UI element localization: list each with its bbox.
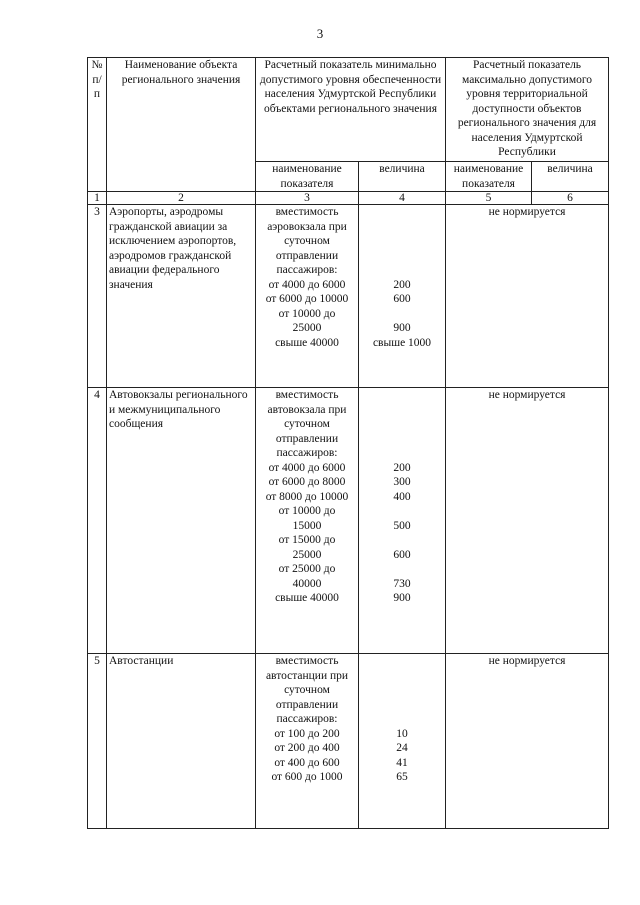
row-number: 4: [88, 388, 107, 654]
cell-line: 600: [393, 548, 411, 561]
cell-line: 730: [393, 577, 411, 590]
max-indicator: не нормируется: [446, 654, 609, 829]
indicator-name: [256, 205, 359, 388]
cell-line: 900: [393, 592, 411, 604]
cell-line: от 400 до 600: [274, 756, 340, 769]
cell-line: 500: [393, 519, 411, 532]
cell-line: от 15000 до: [278, 534, 336, 546]
object-name: Аэропорты, аэродромы гражданской авиации за исключением аэропортов, аэродромов гражданской авиации федерального значения: [107, 205, 256, 388]
cell-line: [361, 698, 443, 713]
cell-line: [361, 432, 443, 447]
cell-line: [361, 562, 443, 577]
column-number: 4: [359, 192, 446, 205]
cell-line: от 10000 до: [278, 307, 336, 320]
cell-line: [361, 654, 443, 669]
cell-line: [361, 669, 443, 684]
object-name: Автовокзалы регионального и межмуниципального сообщения: [107, 388, 256, 654]
cell-line: [361, 504, 443, 519]
cell-line: 10: [396, 727, 408, 740]
cell-line: [361, 249, 443, 264]
cell-line: 300: [393, 476, 411, 488]
column-number: 3: [256, 192, 359, 205]
indicator-name: [256, 654, 359, 829]
cell-line: 200: [393, 278, 411, 291]
cell-line: отправлении: [275, 698, 339, 711]
row-number: 3: [88, 205, 107, 388]
cell-line: [361, 683, 443, 698]
cell-line: отправлении: [275, 249, 339, 262]
max-indicator: не нормируется: [446, 388, 609, 654]
cell-line: [361, 307, 443, 322]
cell-line: отправлении: [275, 432, 339, 445]
cell-line: 400: [393, 490, 411, 503]
cell-line: [361, 263, 443, 278]
header-num: № п/п: [88, 58, 107, 192]
cell-line: 200: [393, 461, 411, 474]
cell-line: 600: [393, 293, 411, 305]
cell-line: суточном: [284, 235, 330, 247]
cell-line: свыше 40000: [275, 336, 339, 349]
cell-line: от 600 до 1000: [271, 771, 343, 783]
cell-line: [361, 446, 443, 461]
column-number: 5: [446, 192, 532, 205]
cell-line: пассажиров:: [276, 447, 338, 459]
cell-line: 900: [393, 322, 411, 334]
cell-line: пассажиров:: [276, 264, 338, 276]
indicator-value: [359, 205, 446, 388]
cell-line: суточном: [284, 418, 330, 430]
cell-line: [361, 234, 443, 249]
cell-line: от 6000 до 10000: [265, 293, 349, 305]
table-row: [88, 654, 609, 829]
header-value-max: величина: [532, 162, 609, 192]
cell-line: [361, 205, 443, 220]
cell-line: от 4000 до 6000: [268, 461, 346, 474]
cell-line: свыше 40000: [275, 592, 339, 604]
cell-line: от 4000 до 6000: [268, 278, 346, 291]
cell-line: автостанции при: [265, 669, 349, 682]
cell-line: [361, 220, 443, 235]
column-number: 6: [532, 192, 609, 205]
cell-line: [361, 712, 443, 727]
column-number: 1: [88, 192, 107, 205]
table-row: [88, 388, 609, 654]
cell-line: 24: [396, 742, 408, 754]
cell-line: от 6000 до 8000: [268, 476, 346, 488]
cell-line: аэровокзала при: [267, 220, 347, 233]
header-value-min: величина: [359, 162, 446, 192]
cell-line: вместимость: [275, 655, 339, 667]
cell-line: автовокзала при: [267, 403, 347, 416]
cell-line: от 100 до 200: [274, 727, 340, 740]
cell-line: от 8000 до 10000: [265, 490, 349, 503]
header-ind-name-max: наименование показателя: [446, 162, 532, 192]
page-number: 3: [316, 26, 324, 41]
cell-line: от 25000 до: [278, 563, 336, 575]
header-name: Наименование объекта регионального значения: [107, 58, 256, 192]
header-ind-name-min: наименование показателя: [256, 162, 359, 192]
object-name: Автостанции: [107, 654, 256, 829]
row-number: 5: [88, 654, 107, 829]
max-indicator: не нормируется: [446, 205, 609, 388]
cell-line: 25000: [292, 548, 322, 561]
cell-line: 40000: [292, 577, 322, 590]
header-max: Расчетный показатель максимально допустимого уровня территориальной доступности объектов регионального значения для населения Удмуртской Республики: [446, 58, 609, 162]
cell-line: свыше 1000: [372, 336, 432, 349]
cell-line: 65: [396, 771, 408, 783]
cell-line: от 10000 до: [278, 505, 336, 517]
cell-line: суточном: [284, 684, 330, 696]
indicator-name: [256, 388, 359, 654]
cell-line: [361, 388, 443, 403]
cell-line: 15000: [292, 519, 322, 532]
cell-line: 25000: [292, 322, 322, 334]
cell-line: вместимость: [275, 206, 339, 218]
cell-line: 41: [396, 756, 408, 769]
column-number: 2: [107, 192, 256, 205]
cell-line: [361, 533, 443, 548]
cell-line: [361, 417, 443, 432]
indicator-value: [359, 388, 446, 654]
table-row: [88, 205, 609, 388]
indicator-value: [359, 654, 446, 829]
cell-line: пассажиров:: [276, 713, 338, 725]
header-min: Расчетный показатель минимально допустимого уровня обеспеченности населения Удмуртской Республики объектами регионального значения: [256, 58, 446, 162]
cell-line: [361, 403, 443, 418]
cell-line: вместимость: [275, 389, 339, 401]
norms-table: [87, 57, 609, 829]
cell-line: от 200 до 400: [274, 742, 340, 754]
